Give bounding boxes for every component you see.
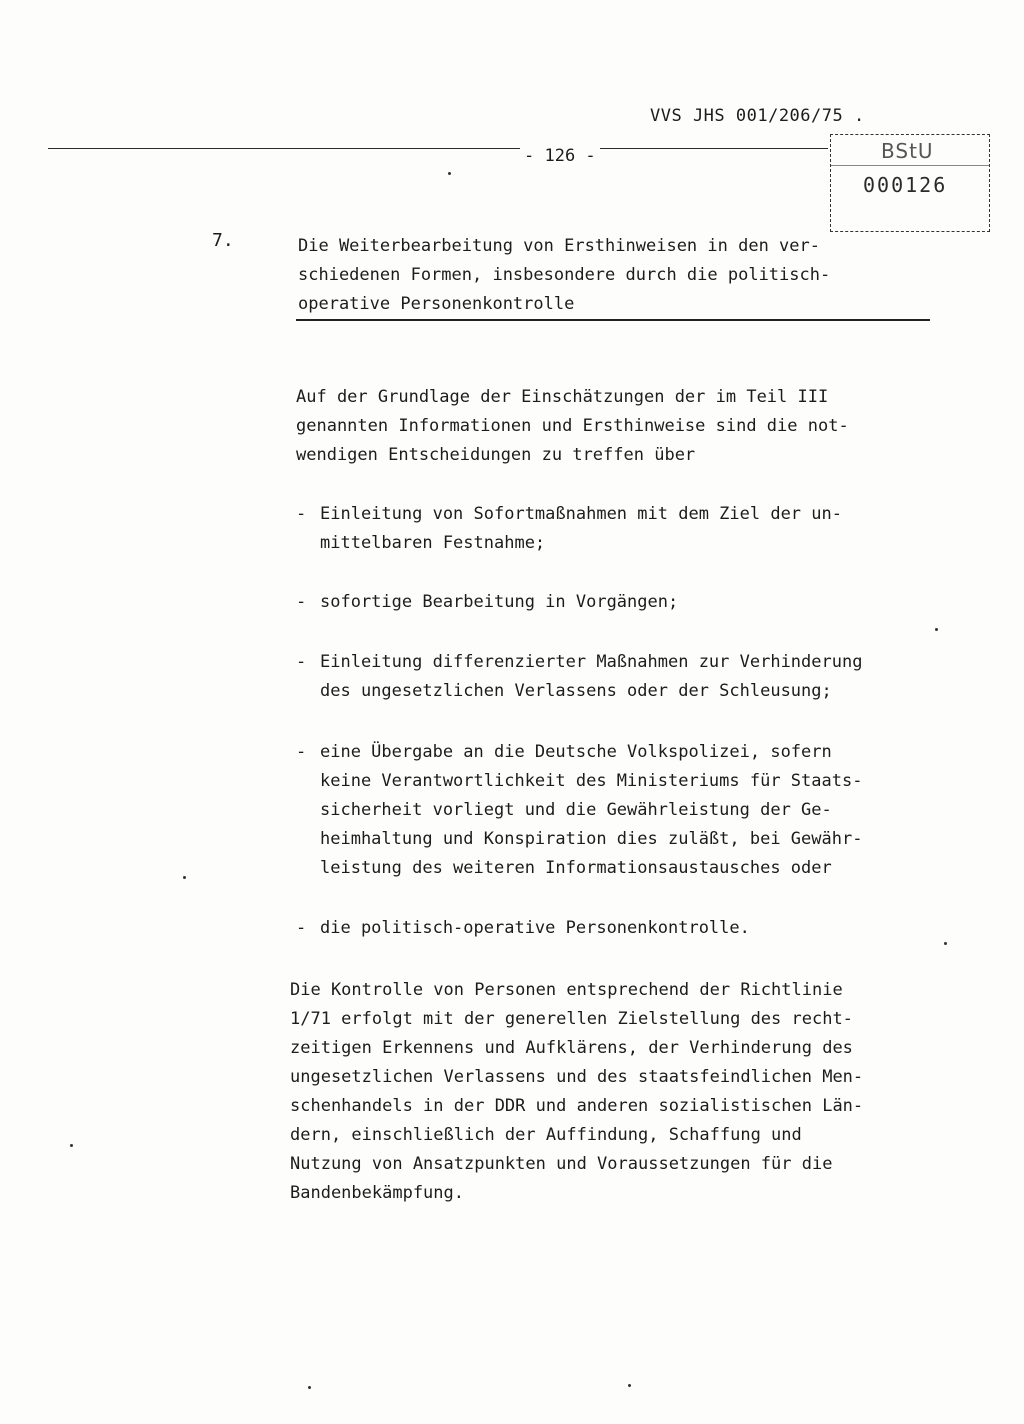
list-item-line: die politisch-operative Personenkontrolle.	[320, 918, 750, 938]
document-reference: VVS JHS 001/206/75 .	[650, 106, 865, 126]
paragraph-line: schenhandels in der DDR und anderen sozialistischen Län-	[290, 1096, 864, 1116]
paragraph-line: dern, einschließlich der Auffindung, Schaffung und	[290, 1125, 802, 1145]
list-dash: -	[296, 592, 307, 612]
list-item-text	[320, 648, 862, 706]
list-item-text	[320, 914, 750, 943]
list-item-line: eine Übergabe an die Deutsche Volkspolizei, sofern	[320, 742, 832, 762]
intro-paragraph	[296, 383, 849, 470]
list-item-line: des ungesetzlichen Verlassens oder der Schleusung;	[320, 681, 832, 701]
page-number: - 126 -	[520, 146, 600, 166]
scan-speck	[628, 1384, 631, 1387]
list-item-line: sofortige Bearbeitung in Vorgängen;	[320, 592, 679, 612]
scan-speck	[944, 942, 947, 945]
list-item-line: keine Verantwortlichkeit des Ministeriums für Staats-	[320, 771, 863, 791]
list-item-line: Einleitung differenzierter Maßnahmen zur Verhinderung	[320, 652, 863, 672]
paragraph-line: Die Kontrolle von Personen entsprechend der Richtlinie	[290, 980, 843, 1000]
scan-speck	[70, 1144, 73, 1147]
section-number: 7.	[212, 230, 234, 251]
closing-paragraph	[290, 976, 863, 1208]
list-item-line: Einleitung von Sofortmaßnahmen mit dem Ziel der un-	[320, 504, 842, 524]
scan-speck	[935, 628, 938, 631]
scan-speck	[308, 1386, 311, 1389]
list-item-line: leistung des weiteren Informationsaustausches oder	[320, 858, 832, 878]
list-item-text	[320, 500, 842, 558]
paragraph-line: wendigen Entscheidungen zu treffen über	[296, 445, 696, 465]
paragraph-line: ungesetzlichen Verlassens und des staatsfeindlichen Men-	[290, 1067, 864, 1087]
heading-underline	[296, 319, 930, 321]
list-item-line: mittelbaren Festnahme;	[320, 533, 546, 553]
list-dash: -	[296, 504, 307, 524]
list-item-line: sicherheit vorliegt und die Gewährleistung der Ge-	[320, 800, 832, 820]
paragraph-line: genannten Informationen und Ersthinweise sind die not-	[296, 416, 849, 436]
list-item-text	[320, 738, 862, 883]
scan-speck	[448, 172, 451, 175]
paragraph-line: Bandenbekämpfung.	[290, 1183, 464, 1203]
archive-stamp	[830, 134, 990, 232]
list-item-text	[320, 588, 678, 617]
heading-line: operative Personenkontrolle	[298, 294, 575, 314]
paragraph-line: 1/71 erfolgt mit der generellen Zielstellung des recht-	[290, 1009, 853, 1029]
heading-line: schiedenen Formen, insbesondere durch die politisch-	[298, 265, 831, 285]
stamp-number: 000126	[863, 173, 948, 197]
scan-speck	[183, 876, 186, 879]
list-dash: -	[296, 742, 307, 762]
paragraph-line: Auf der Grundlage der Einschätzungen der im Teil III	[296, 387, 829, 407]
paragraph-line: zeitigen Erkennens und Aufklärens, der Verhinderung des	[290, 1038, 853, 1058]
list-dash: -	[296, 918, 307, 938]
paragraph-line: Nutzung von Ansatzpunkten und Voraussetzungen für die	[290, 1154, 833, 1174]
heading-line: Die Weiterbearbeitung von Ersthinweisen in den ver-	[298, 236, 820, 256]
section-heading	[298, 232, 938, 319]
list-item-line: heimhaltung und Konspiration dies zuläßt, bei Gewähr-	[320, 829, 863, 849]
header-rule	[48, 148, 828, 149]
list-dash: -	[296, 652, 307, 672]
stamp-organization: BStU	[881, 139, 934, 163]
stamp-divider	[831, 165, 989, 166]
